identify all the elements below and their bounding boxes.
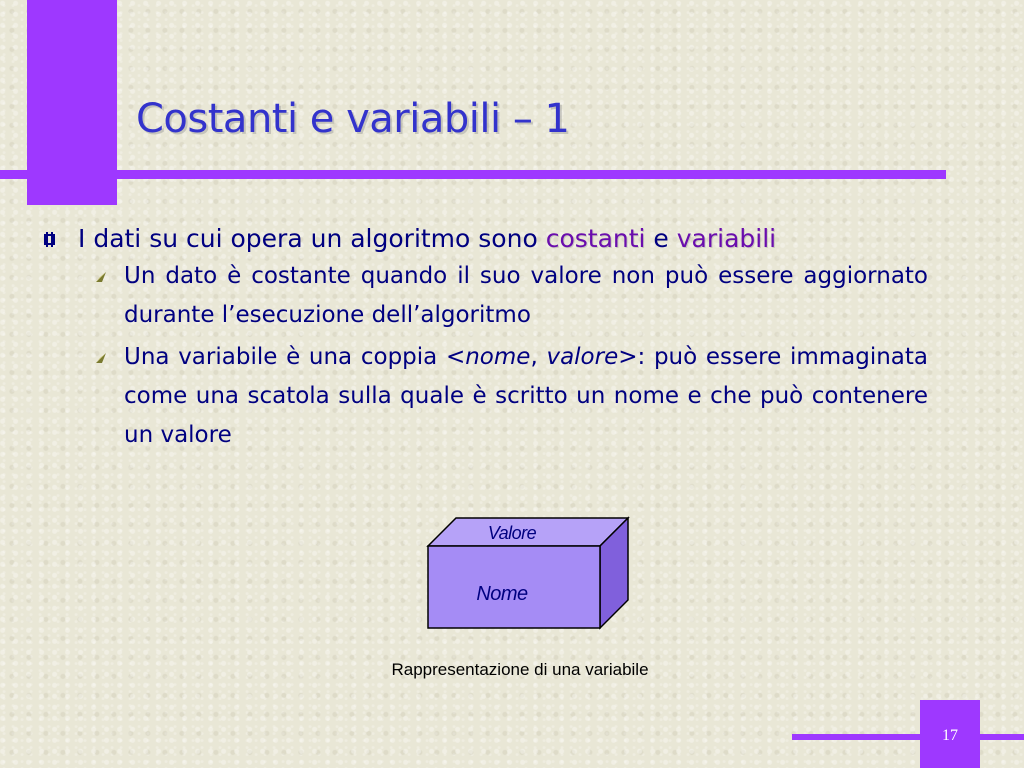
sub-bullet-costante xyxy=(124,257,928,335)
main-bullet-connector: e xyxy=(645,224,677,253)
italic-nome: nome xyxy=(465,344,531,370)
main-bullet xyxy=(40,221,928,257)
sub-bullet-variabile xyxy=(124,338,928,455)
title-underline xyxy=(0,170,946,179)
arrow-bullet-icon xyxy=(94,270,108,284)
box-front-label: Nome xyxy=(476,583,528,605)
comma: , xyxy=(530,344,547,370)
variable-box-diagram xyxy=(426,516,632,634)
slide-body xyxy=(40,221,928,458)
sub-bullet-variabile-text-start: Una variabile è una coppia < xyxy=(124,344,466,370)
main-bullet-text: I dati su cui opera un algoritmo sono xyxy=(78,224,546,253)
slide-title: Costanti e variabili – 1 xyxy=(136,96,570,142)
sub-bullet-costante-text: Un dato è costante quando il suo valore non può essere aggiornato durante l’esecuzione dell’algoritmo xyxy=(124,263,928,328)
footer-line-left xyxy=(792,734,920,740)
square-bullet-icon xyxy=(42,232,57,247)
arrow-bullet-icon xyxy=(94,351,108,365)
page-number: 17 xyxy=(942,727,958,744)
footer-line-right xyxy=(980,734,1024,740)
diagram-caption: Rappresentazione di una variabile xyxy=(391,660,649,679)
italic-valore: valore xyxy=(546,344,619,370)
sub-bullet-variabile-text-end: >: può essere immaginata come una scatola sulla quale è scritto un nome e che può contenere un valore xyxy=(124,344,929,448)
keyword-variabili: variabili xyxy=(676,224,777,253)
keyword-costanti: costanti xyxy=(545,224,646,253)
box-top-label: Valore xyxy=(487,523,537,543)
